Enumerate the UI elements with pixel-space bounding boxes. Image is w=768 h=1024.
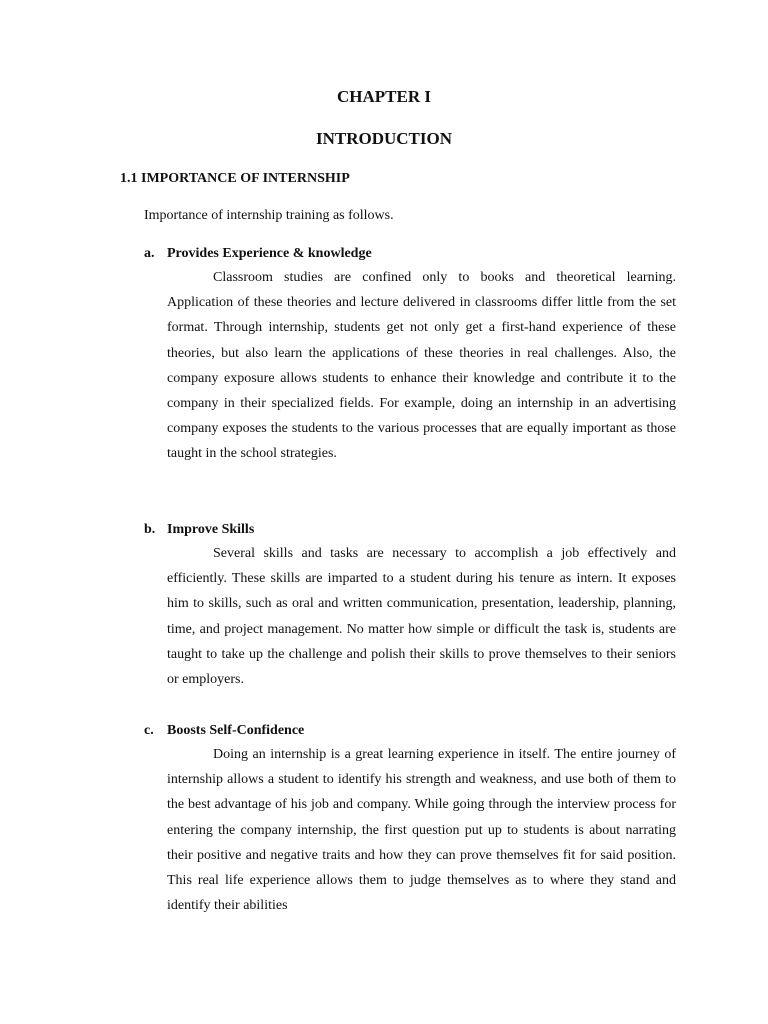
list-item-skills — [144, 521, 676, 692]
list-item-heading — [144, 722, 676, 740]
list-item-body: Doing an internship is a great learning experience in itself. The entire journey of internship allows a student to identify his strength and weakness, and use both of them to the best advantage of his job and company. While going through the interview process for entering the company internship, the first question put up to students is about narrating their positive and negative traits and how they can prove themselves fit for said position. This real life experience allows them to judge themselves as to where they stand and identify their abilities — [167, 747, 676, 914]
chapter-title: CHAPTER I — [337, 87, 431, 106]
list-item-title: Improve Skills — [167, 522, 255, 537]
list-item-title: Provides Experience & knowledge — [167, 246, 372, 261]
intro-paragraph: Importance of internship training as follows. — [144, 208, 394, 223]
list-item-self-confidence — [144, 722, 676, 918]
chapter-subtitle: INTRODUCTION — [315, 129, 453, 148]
list-item-title: Boosts Self-Confidence — [167, 723, 305, 738]
section-heading: 1.1 IMPORTANCE OF INTERNSHIP — [120, 171, 350, 186]
list-item-marker: a. — [144, 246, 155, 261]
list-item-body: Classroom studies are confined only to books and theoretical learning. Application of these theories and lecture delivered in classrooms differ little from the set format. Through internship, students get not only get a first-hand experience of these theories, but also learn the applications of these theories in real challenges. Also, the company exposure allows students to enhance their knowledge and contribute it to the company in their specialized fields. For example, doing an internship in an advertising company exposes the students to the various processes that are equally important as those taught in the school strategies. — [167, 270, 676, 462]
list-item-heading — [144, 245, 676, 263]
list-item-body: Several skills and tasks are necessary to accomplish a job effectively and efficiently. These skills are imparted to a student during his tenure as intern. It exposes him to skills, such as oral and written communication, presentation, leadership, planning, time, and project management. No matter how simple or difficult the task is, students are taught to take up the challenge and polish their skills to prove themselves to their seniors or employers. — [167, 546, 676, 688]
list-item-marker: c. — [144, 723, 154, 738]
list-item-experience — [144, 245, 676, 467]
list-item-marker: b. — [144, 522, 156, 537]
list-item-heading — [144, 521, 676, 539]
